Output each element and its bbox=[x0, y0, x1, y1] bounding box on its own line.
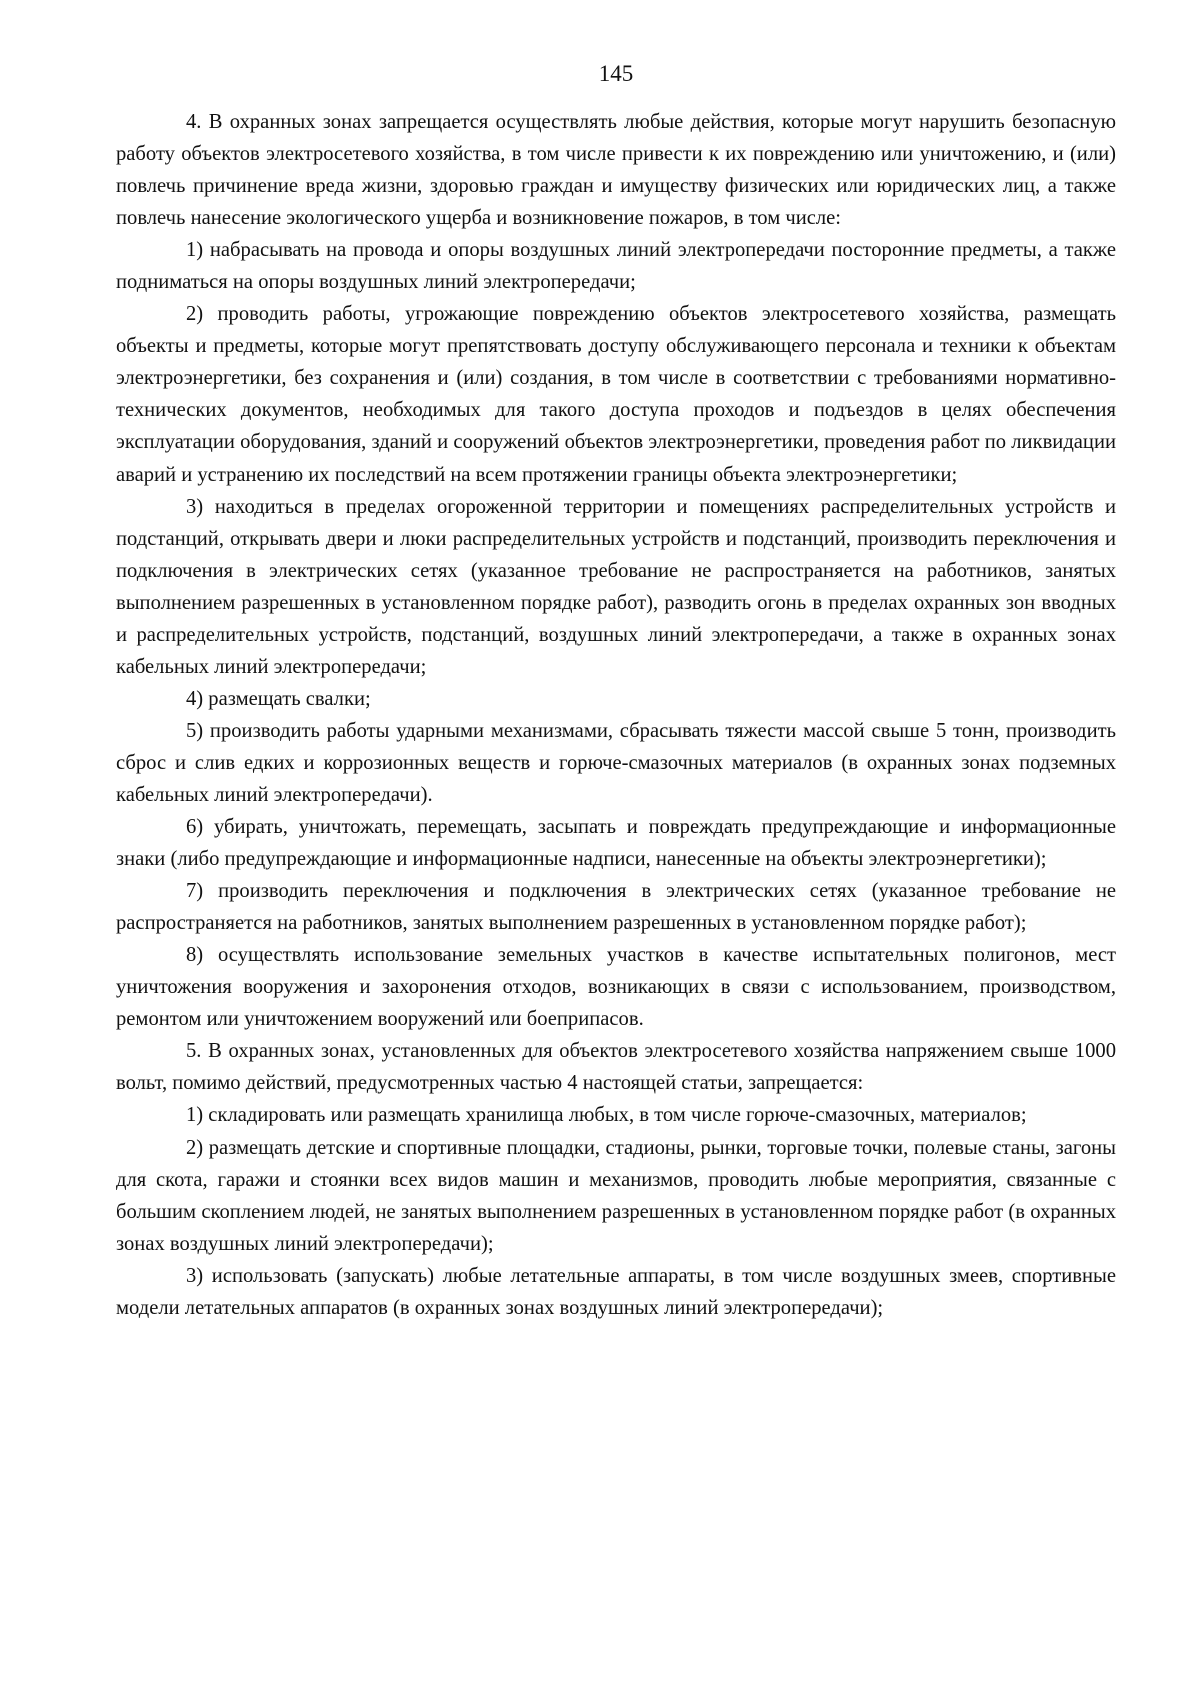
paragraph-4-item-3: 3) находиться в пределах огороженной территории и помещениях распределительных устройств и подстанций, открывать двери и люки распределительных устройств и подстанций, производить переключения и подключения в электрических сетях (указанное требование не распространяется на работников, занятых выполнением разрешенных в установленном порядке работ), разводить огонь в пределах охранных зон вводных и распределительных устройств, подстанций, воздушных линий электропередачи, а также в охранных зонах кабельных линий электропередачи; bbox=[116, 495, 1116, 678]
paragraph-5-item-3: 3) использовать (запускать) любые летательные аппараты, в том числе воздушных змеев, спортивные модели летательных аппаратов (в охранных зонах воздушных линий электропередачи); bbox=[116, 1264, 1116, 1319]
paragraph-4-item-5: 5) производить работы ударными механизмами, сбрасывать тяжести массой свыше 5 тонн, производить сброс и слив едких и коррозионных веществ и горюче-смазочных материалов (в охранных зонах подземных кабельных линий электропередачи). bbox=[116, 719, 1116, 806]
paragraph-5-item-2: 2) размещать детские и спортивные площадки, стадионы, рынки, торговые точки, полевые станы, загоны для скота, гаражи и стоянки всех видов машин и механизмов, проводить любые мероприятия, связанные с большим скоплением людей, не занятых выполнением разрешенных в установленном порядке работ (в охранных зонах воздушных линий электропередачи); bbox=[116, 1136, 1116, 1255]
page-number: 145 bbox=[598, 61, 634, 86]
paragraph-4-item-7: 7) производить переключения и подключения в электрических сетях (указанное требование не распространяется на работников, занятых выполнением разрешенных в установленном порядке работ); bbox=[116, 880, 1116, 935]
paragraph-5-item-1: 1) складировать или размещать хранилища любых, в том числе горюче-смазочных, материалов; bbox=[186, 1104, 1027, 1127]
paragraph-5: 5. В охранных зонах, установленных для объектов электросетевого хозяйства напряжением свыше 1000 вольт, помимо действий, предусмотренных частью 4 настоящей статьи, запрещается: bbox=[116, 1040, 1116, 1095]
paragraph-4-item-2: 2) проводить работы, угрожающие повреждению объектов электросетевого хозяйства, размещать объекты и предметы, которые могут препятствовать доступу обслуживающего персонала и техники к объектам электроэнергетики, без сохранения и (или) создания, в том числе в соответствии с требованиями нормативно-технических документов, необходимых для такого доступа проходов и подъездов в целях обеспечения эксплуатации оборудования, зданий и сооружений объектов электроэнергетики, проведения работ по ликвидации аварий и устранению их последствий на всем протяжении границы объекта электроэнергетики; bbox=[116, 303, 1116, 486]
paragraph-4-item-6: 6) убирать, уничтожать, перемещать, засыпать и повреждать предупреждающие и информационные знаки (либо предупреждающие и информационные надписи, нанесенные на объекты электроэнергетики); bbox=[116, 816, 1116, 871]
paragraph-4: 4. В охранных зонах запрещается осуществлять любые действия, которые могут нарушить безопасную работу объектов электросетевого хозяйства, в том числе привести к их повреждению или уничтожению, и (или) повлечь причинение вреда жизни, здоровью граждан и имуществу физических или юридических лиц, а также повлечь нанесение экологического ущерба и возникновение пожаров, в том числе: bbox=[116, 111, 1116, 230]
document-page bbox=[116, 54, 1116, 1324]
paragraph-4-item-8: 8) осуществлять использование земельных участков в качестве испытательных полигонов, мест уничтожения вооружения и захоронения отходов, возникающих в связи с использованием, производством, ремонтом или уничтожением вооружений или боеприпасов. bbox=[116, 944, 1116, 1031]
paragraph-4-item-1: 1) набрасывать на провода и опоры воздушных линий электропередачи посторонние предметы, а также подниматься на опоры воздушных линий электропередачи; bbox=[116, 239, 1116, 294]
paragraph-4-item-4: 4) размещать свалки; bbox=[186, 687, 371, 710]
